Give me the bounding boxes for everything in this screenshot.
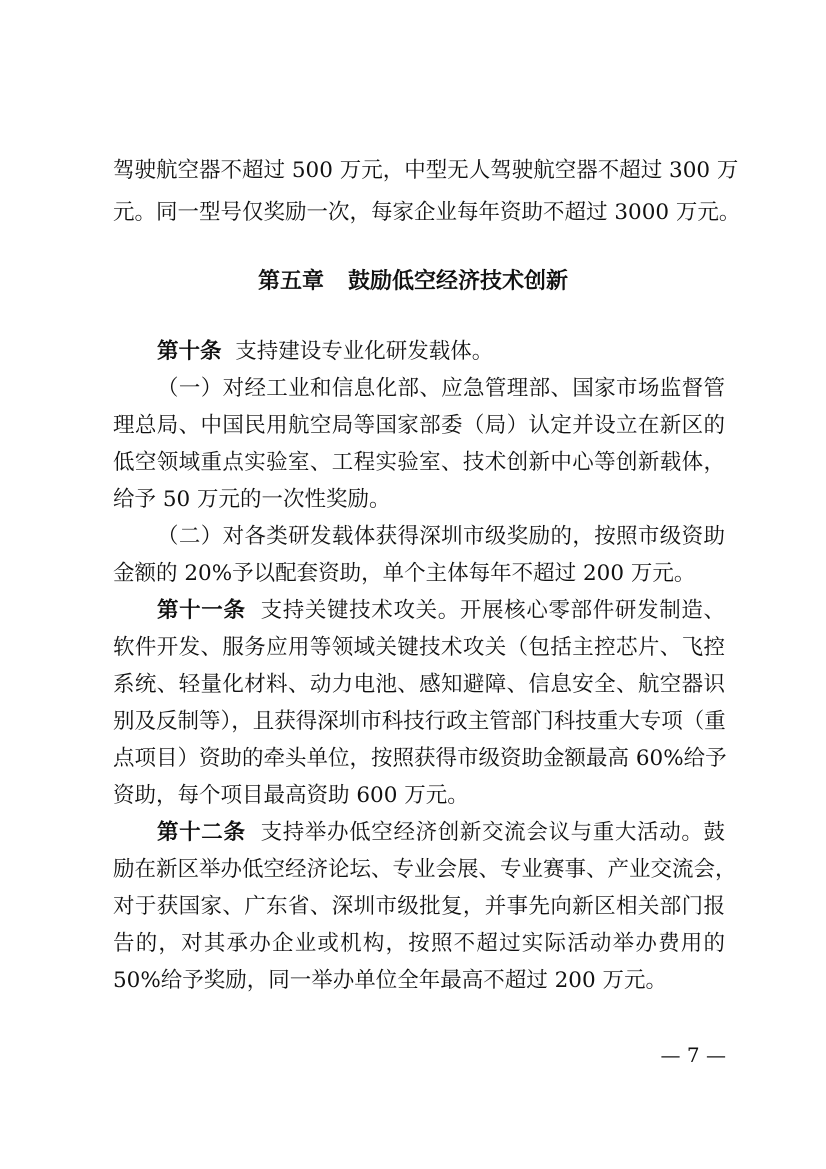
paragraph-line: 别及反制等），且获得深圳市科技行政主管部门科技重大专项（重 — [113, 709, 726, 734]
paragraph-line: 软件开发、服务应用等领域关键技术攻关（包括主控芯片、飞控 — [113, 635, 725, 660]
article-label: 第十一条 — [157, 598, 246, 623]
paragraph-line: 点项目）资助的牵头单位，按照获得市级资助金额最高 60%给予 — [113, 746, 727, 771]
paragraph-line: 资助，每个项目最高资助 600 万元。 — [113, 783, 469, 808]
paragraph-line: 给予 50 万元的一次性奖励。 — [113, 487, 391, 512]
chapter-number: 第五章 — [257, 269, 324, 294]
paragraph-line: 低空领域重点实验室、工程实验室、技术创新中心等创新载体， — [113, 450, 725, 475]
paragraph-line: 理总局、中国民用航空局等国家部委（局）认定并设立在新区的 — [113, 413, 725, 438]
article-label: 第十二条 — [157, 820, 246, 845]
article-text: 支持举办低空经济创新交流会议与重大活动。鼓 — [260, 820, 725, 845]
paragraph-line: （二）对各类研发载体获得深圳市级奖励的，按照市级资助 — [157, 524, 725, 549]
paragraph-line: 系统、轻量化材料、动力电池、感知避障、信息安全、航空器识 — [113, 672, 725, 697]
paragraph-line: 金额的 20%予以配套资助，单个主体每年不超过 200 万元。 — [113, 561, 696, 586]
paragraph-line: 驾驶航空器不超过 500 万元，中型无人驾驶航空器不超过 300 万 — [113, 158, 739, 183]
article-12-heading — [157, 815, 725, 851]
paragraph-line: （一）对经工业和信息化部、应急管理部、国家市场监督管 — [157, 376, 725, 401]
article-text: 支持建设专业化研发载体。 — [235, 339, 494, 364]
article-11-heading — [157, 593, 725, 629]
paragraph-line: 告的，对其承办企业或机构，按照不超过实际活动举办费用的 — [113, 931, 725, 956]
chapter-title: 鼓励低空经济技术创新 — [348, 269, 569, 294]
article-label: 第十条 — [157, 339, 222, 364]
paragraph-line: 对于获国家、广东省、深圳市级批复，并事先向新区相关部门报 — [113, 894, 725, 919]
page-number: — 7 — — [660, 1043, 726, 1067]
article-text: 支持关键技术攻关。开展核心零部件研发制造、 — [260, 598, 725, 623]
article-10-heading — [157, 334, 725, 370]
paragraph-line: 励在新区举办低空经济论坛、专业会展、专业赛事、产业交流会， — [113, 857, 737, 882]
paragraph-line: 元。同一型号仅奖励一次，每家企业每年资助不超过 3000 万元。 — [113, 200, 741, 225]
chapter-heading — [0, 264, 826, 300]
paragraph-line: 50%给予奖励，同一举办单位全年最高不超过 200 万元。 — [113, 968, 667, 993]
